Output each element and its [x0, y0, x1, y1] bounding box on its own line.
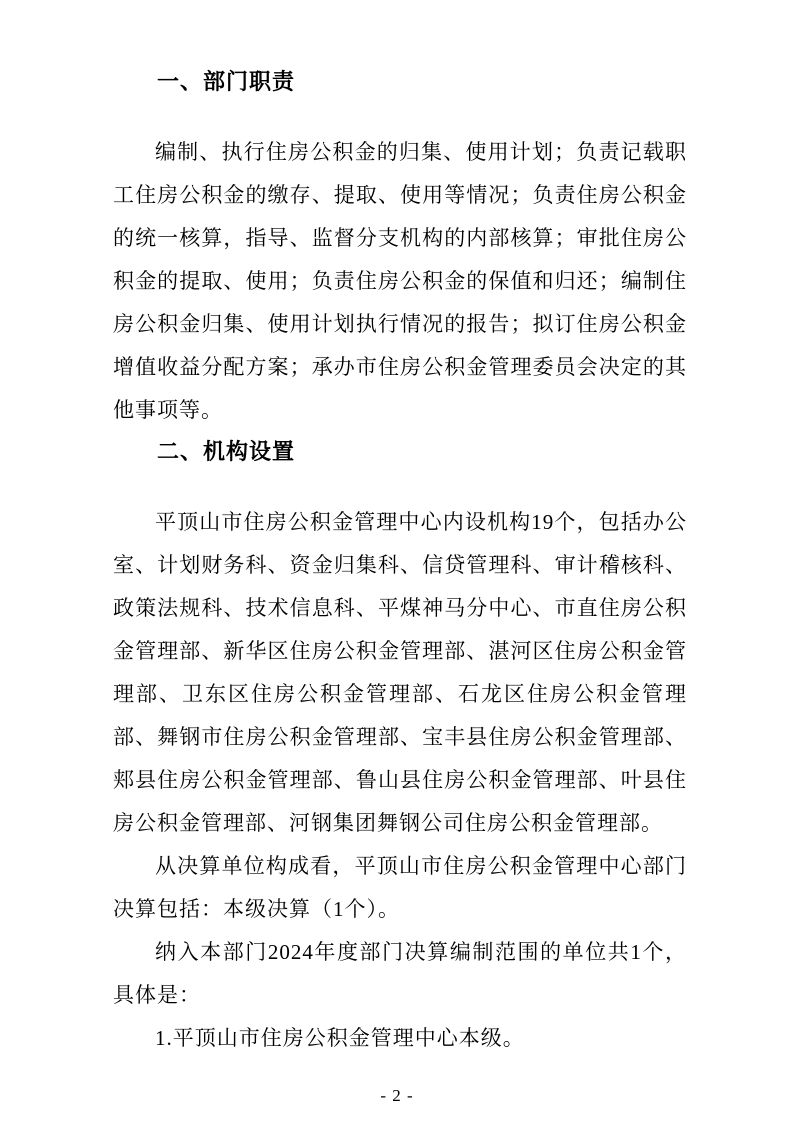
paragraph-internal-organs: 平顶山市住房公积金管理中心内设机构19个，包括办公室、计划财务科、资金归集科、信贷管理科、审计稽核科、政策法规科、技术信息科、平煤神马分中心、市直住房公积金管理部、新华区住房公积金管理部、湛河区住房公积金管理部、卫东区住房公积金管理部、石龙区住房公积金管理部、舞钢市住房公积金管理部、宝丰县住房公积金管理部、郏县住房公积金管理部、鲁山县住房公积金管理部、叶县住房公积金管理部、河钢集团舞钢公司住房公积金管理部。 [113, 510, 687, 835]
paragraph-unit-list-item-1: 1.平顶山市住房公积金管理中心本级。 [155, 1026, 525, 1050]
page-number: - 2 - [380, 1086, 414, 1105]
section-heading-duties: 一、部门职责 [157, 69, 296, 94]
paragraph-duties: 编制、执行住房公积金的归集、使用计划；负责记载职工住房公积金的缴存、提取、使用等情况；负责住房公积金的统一核算，指导、监督分支机构的内部核算；审批住房公积金的提取、使用；负责住房公积金的保值和归还；编制住房公积金归集、使用计划执行情况的报告；拟订住房公积金增值收益分配方案；承办市住房公积金管理委员会决定的其他事项等。 [113, 140, 687, 422]
section-heading-organization: 二、机构设置 [157, 439, 296, 464]
paragraph-units-included: 纳入本部门2024年度部门决算编制范围的单位共1个，具体是： [113, 940, 687, 1007]
section-department-duties [113, 70, 687, 432]
section-organization-setup [113, 440, 687, 1060]
paragraph-final-accounts-composition: 从决算单位构成看，平顶山市住房公积金管理中心部门决算包括：本级决算（1个）。 [113, 854, 687, 921]
